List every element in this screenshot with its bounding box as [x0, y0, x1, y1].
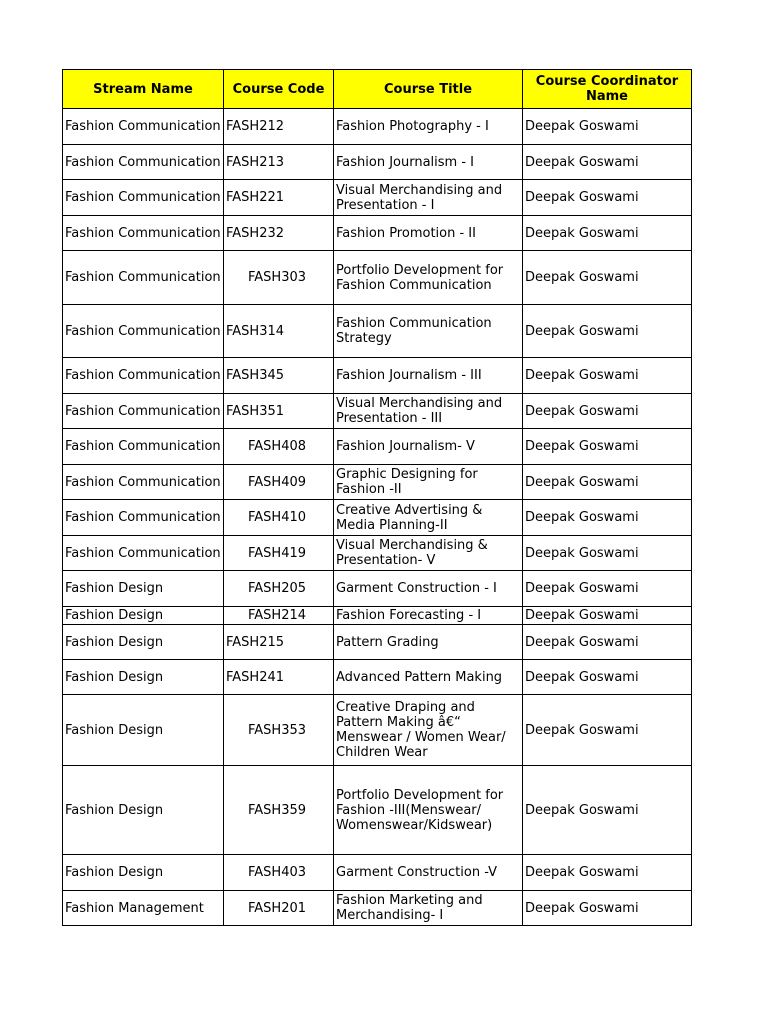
stream-cell: Fashion Design — [63, 607, 224, 625]
stream-cell: Fashion Communication — [63, 180, 224, 216]
table-row — [63, 855, 692, 891]
code-cell: FASH201 — [224, 891, 334, 926]
title-cell: Creative Draping and Pattern Making â€“ Menswear / Women Wear/ Children Wear — [334, 695, 523, 766]
coordinator-cell: Deepak Goswami — [523, 500, 692, 536]
table-row — [63, 251, 692, 305]
coordinator-cell: Deepak Goswami — [523, 660, 692, 695]
code-cell: FASH241 — [224, 660, 334, 695]
coordinator-cell: Deepak Goswami — [523, 536, 692, 571]
code-cell: FASH403 — [224, 855, 334, 891]
title-cell: Visual Merchandising and Presentation - I — [334, 180, 523, 216]
coordinator-cell: Deepak Goswami — [523, 216, 692, 251]
coordinator-cell: Deepak Goswami — [523, 695, 692, 766]
stream-cell: Fashion Communication — [63, 358, 224, 394]
title-cell: Fashion Communication Strategy — [334, 305, 523, 358]
table-row — [63, 766, 692, 855]
table-row — [63, 180, 692, 216]
code-cell: FASH214 — [224, 607, 334, 625]
coordinator-cell: Deepak Goswami — [523, 145, 692, 180]
table-row — [63, 695, 692, 766]
title-cell: Creative Advertising & Media Planning-II — [334, 500, 523, 536]
title-cell: Graphic Designing for Fashion -II — [334, 465, 523, 500]
header-stream-name: Stream Name — [63, 70, 224, 109]
coordinator-cell: Deepak Goswami — [523, 625, 692, 660]
table-row — [63, 145, 692, 180]
stream-cell: Fashion Design — [63, 766, 224, 855]
table-row — [63, 465, 692, 500]
stream-cell: Fashion Communication — [63, 145, 224, 180]
stream-cell: Fashion Communication — [63, 394, 224, 429]
coordinator-cell: Deepak Goswami — [523, 855, 692, 891]
title-cell: Visual Merchandising & Presentation- V — [334, 536, 523, 571]
table-row — [63, 216, 692, 251]
title-cell: Fashion Journalism - III — [334, 358, 523, 394]
header-course-code: Course Code — [224, 70, 334, 109]
title-cell: Fashion Forecasting - I — [334, 607, 523, 625]
coordinator-cell: Deepak Goswami — [523, 251, 692, 305]
stream-cell: Fashion Communication — [63, 251, 224, 305]
table-row — [63, 625, 692, 660]
coordinator-cell: Deepak Goswami — [523, 607, 692, 625]
code-cell: FASH212 — [224, 109, 334, 145]
stream-cell: Fashion Communication — [63, 305, 224, 358]
title-cell: Garment Construction -V — [334, 855, 523, 891]
code-cell: FASH303 — [224, 251, 334, 305]
stream-cell: Fashion Design — [63, 660, 224, 695]
title-cell: Fashion Journalism- V — [334, 429, 523, 465]
coordinator-cell: Deepak Goswami — [523, 394, 692, 429]
code-cell: FASH314 — [224, 305, 334, 358]
table-row — [63, 891, 692, 926]
table-row — [63, 607, 692, 625]
code-cell: FASH345 — [224, 358, 334, 394]
table-row — [63, 536, 692, 571]
stream-cell: Fashion Communication — [63, 216, 224, 251]
title-cell: Fashion Promotion - II — [334, 216, 523, 251]
stream-cell: Fashion Communication — [63, 536, 224, 571]
title-cell: Visual Merchandising and Presentation - III — [334, 394, 523, 429]
code-cell: FASH353 — [224, 695, 334, 766]
header-coordinator-name: Course Coordinator Name — [523, 70, 692, 109]
coordinator-cell: Deepak Goswami — [523, 109, 692, 145]
coordinator-cell: Deepak Goswami — [523, 571, 692, 607]
title-cell: Portfolio Development for Fashion Communication — [334, 251, 523, 305]
code-cell: FASH351 — [224, 394, 334, 429]
code-cell: FASH213 — [224, 145, 334, 180]
title-cell: Advanced Pattern Making — [334, 660, 523, 695]
code-cell: FASH205 — [224, 571, 334, 607]
stream-cell: Fashion Communication — [63, 500, 224, 536]
header-row — [63, 70, 692, 109]
stream-cell: Fashion Design — [63, 625, 224, 660]
title-cell: Fashion Photography - I — [334, 109, 523, 145]
coordinator-cell: Deepak Goswami — [523, 305, 692, 358]
coordinator-cell: Deepak Goswami — [523, 180, 692, 216]
course-table — [62, 69, 692, 926]
coordinator-cell: Deepak Goswami — [523, 766, 692, 855]
table-row — [63, 660, 692, 695]
coordinator-cell: Deepak Goswami — [523, 429, 692, 465]
stream-cell: Fashion Management — [63, 891, 224, 926]
stream-cell: Fashion Communication — [63, 465, 224, 500]
coordinator-cell: Deepak Goswami — [523, 465, 692, 500]
code-cell: FASH232 — [224, 216, 334, 251]
title-cell: Fashion Marketing and Merchandising- I — [334, 891, 523, 926]
table-row — [63, 429, 692, 465]
code-cell: FASH221 — [224, 180, 334, 216]
table-row — [63, 109, 692, 145]
stream-cell: Fashion Design — [63, 855, 224, 891]
stream-cell: Fashion Communication — [63, 109, 224, 145]
table-row — [63, 305, 692, 358]
title-cell: Pattern Grading — [334, 625, 523, 660]
header-course-title: Course Title — [334, 70, 523, 109]
code-cell: FASH359 — [224, 766, 334, 855]
code-cell: FASH410 — [224, 500, 334, 536]
coordinator-cell: Deepak Goswami — [523, 358, 692, 394]
coordinator-cell: Deepak Goswami — [523, 891, 692, 926]
table-row — [63, 394, 692, 429]
code-cell: FASH408 — [224, 429, 334, 465]
table-row — [63, 358, 692, 394]
table-row — [63, 500, 692, 536]
code-cell: FASH409 — [224, 465, 334, 500]
stream-cell: Fashion Design — [63, 571, 224, 607]
stream-cell: Fashion Design — [63, 695, 224, 766]
code-cell: FASH215 — [224, 625, 334, 660]
title-cell: Fashion Journalism - I — [334, 145, 523, 180]
code-cell: FASH419 — [224, 536, 334, 571]
title-cell: Garment Construction - I — [334, 571, 523, 607]
title-cell: Portfolio Development for Fashion -III(Menswear/ Womenswear/Kidswear) — [334, 766, 523, 855]
stream-cell: Fashion Communication — [63, 429, 224, 465]
table-row — [63, 571, 692, 607]
